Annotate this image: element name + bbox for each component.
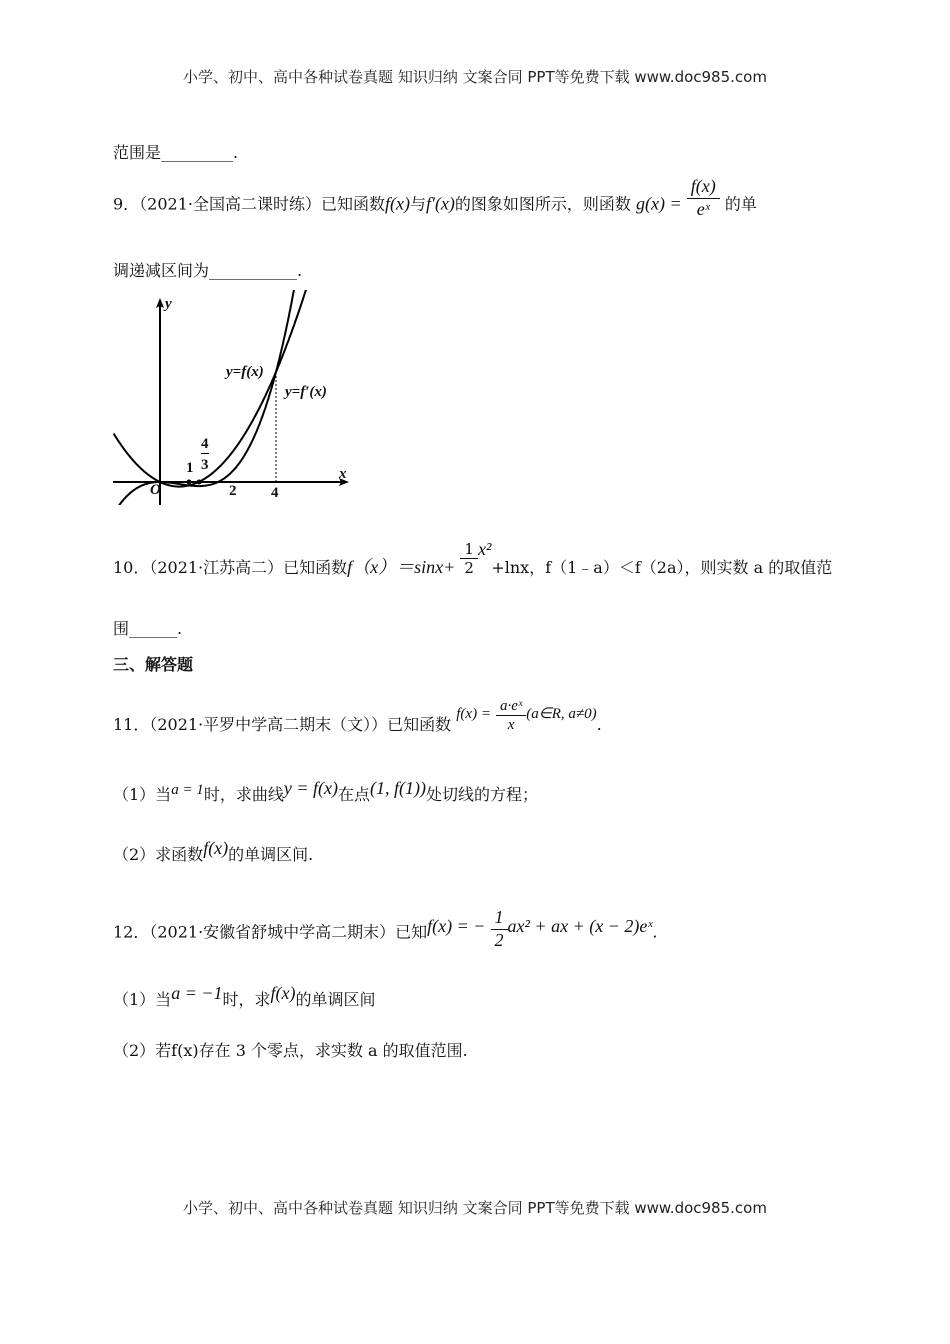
- q10-fraction: [460, 540, 478, 577]
- tick-label-1: 1: [186, 460, 194, 476]
- x-label: x: [339, 466, 347, 482]
- q11-p1-point: (1, f(1)): [369, 778, 426, 798]
- q11-part2: [113, 838, 314, 865]
- q9-text-end: 的单: [724, 194, 757, 214]
- q9-fraction: [687, 176, 720, 220]
- q12-rhs: ax² + ax + (x − 2)eˣ: [507, 915, 653, 936]
- q11-num: a·eˣ: [496, 697, 526, 716]
- q12-p1-end: 的单调区间: [295, 990, 376, 1009]
- q11-p1-curve: y = f(x): [283, 778, 338, 798]
- q10-fx: f（x）＝sinx+: [347, 557, 456, 577]
- q11-part1: [113, 778, 538, 805]
- question-9: [113, 176, 757, 220]
- question-12: [113, 907, 658, 951]
- q11-p1-a: a = 1: [171, 782, 204, 798]
- question-11: [113, 698, 602, 735]
- point-1: [187, 480, 192, 485]
- q12-p1-mid: 时，求: [222, 990, 271, 1009]
- q11-end: .: [596, 715, 602, 734]
- tick-label-4-3-den: 3: [201, 457, 209, 473]
- q12-p1-f: f(x): [270, 983, 296, 1003]
- question-10: [113, 539, 833, 579]
- function-graph: [113, 290, 353, 505]
- q9-numerator: f(x): [687, 176, 720, 199]
- q12-text: 12．（2021·安徽省舒城中学高二期末）已知: [113, 922, 428, 942]
- q12-lhs: f(x) = −: [427, 915, 486, 936]
- q12-p1-a: a = −1: [171, 983, 223, 1003]
- page-footer: 小学、初中、高中各种试卷真题 知识归纳 文案合同 PPT等免费下载 www.doc985.com: [183, 1199, 767, 1217]
- q10-x2: x²: [477, 539, 492, 559]
- q11-den: x: [507, 717, 515, 733]
- q12-fraction: [491, 907, 508, 951]
- q11-p2-text: （2）求函数: [113, 845, 204, 864]
- page-header: 小学、初中、高中各种试卷真题 知识归纳 文案合同 PPT等免费下载 www.doc985.com: [183, 68, 767, 86]
- q10-text: 10．（2021·江苏高二）已知函数: [113, 558, 348, 577]
- q9-fx: f(x): [385, 193, 410, 214]
- q11-text: 11．（2021·平罗中学高二期末（文））已知函数: [113, 715, 452, 734]
- tick-label-2: 2: [229, 483, 237, 499]
- f-curve-label: y=f(x): [226, 364, 264, 380]
- q11-p2-end: 的单调区间.: [228, 845, 314, 864]
- q12-part1: [113, 983, 376, 1010]
- point-4-3: [197, 480, 202, 485]
- q11-p1-end: 处切线的方程；: [425, 785, 538, 804]
- q9-denominator: eˣ: [696, 198, 710, 219]
- q11-p1-mid: 时，求曲线: [203, 785, 284, 804]
- q9-gx: g(x) =: [636, 193, 682, 214]
- f-prime-curve-label: y=f′(x): [285, 384, 327, 400]
- q11-condition: (a∈R, a≠0): [526, 706, 597, 722]
- y-label: y: [165, 296, 172, 312]
- origin-label: O: [150, 482, 161, 498]
- tick-label-4: 4: [271, 485, 279, 501]
- q10-den: 2: [464, 559, 474, 577]
- q11-fraction: [496, 697, 526, 734]
- q10-line2: 围______.: [113, 619, 183, 638]
- q12-p1-text: （1）当: [113, 990, 172, 1009]
- q9-text-mid: 的图象如图所示，则函数: [454, 194, 631, 214]
- q10-num: 1: [460, 540, 478, 559]
- q10-text-end: +lnx，f（1﹣a）＜f（2a），则实数 a 的取值范: [491, 558, 833, 577]
- q12-part2: （2）若f(x)存在 3 个零点，求实数 a 的取值范围.: [113, 1041, 468, 1060]
- q11-p1-mid2: 在点: [337, 785, 370, 804]
- q9-fpx: f′(x): [426, 193, 455, 214]
- q11-lhs: f(x) =: [456, 706, 491, 722]
- q12-num: 1: [491, 907, 508, 930]
- q9-text: 9．（2021·全国高二课时练）已知函数: [113, 194, 385, 214]
- q9-and: 与: [409, 194, 426, 214]
- section-heading: 三、解答题: [113, 655, 194, 674]
- q11-p1-text: （1）当: [113, 785, 172, 804]
- q12-end: .: [652, 922, 658, 942]
- f-prime-curve: [114, 290, 308, 487]
- q11-p2-f: f(x): [203, 838, 229, 858]
- q9-line2: 调递减区间为___________.: [113, 261, 303, 280]
- previous-question-tail: 范围是_________.: [113, 143, 239, 162]
- tick-label-4-3-num: 4: [201, 436, 209, 452]
- q12-den: 2: [494, 929, 504, 950]
